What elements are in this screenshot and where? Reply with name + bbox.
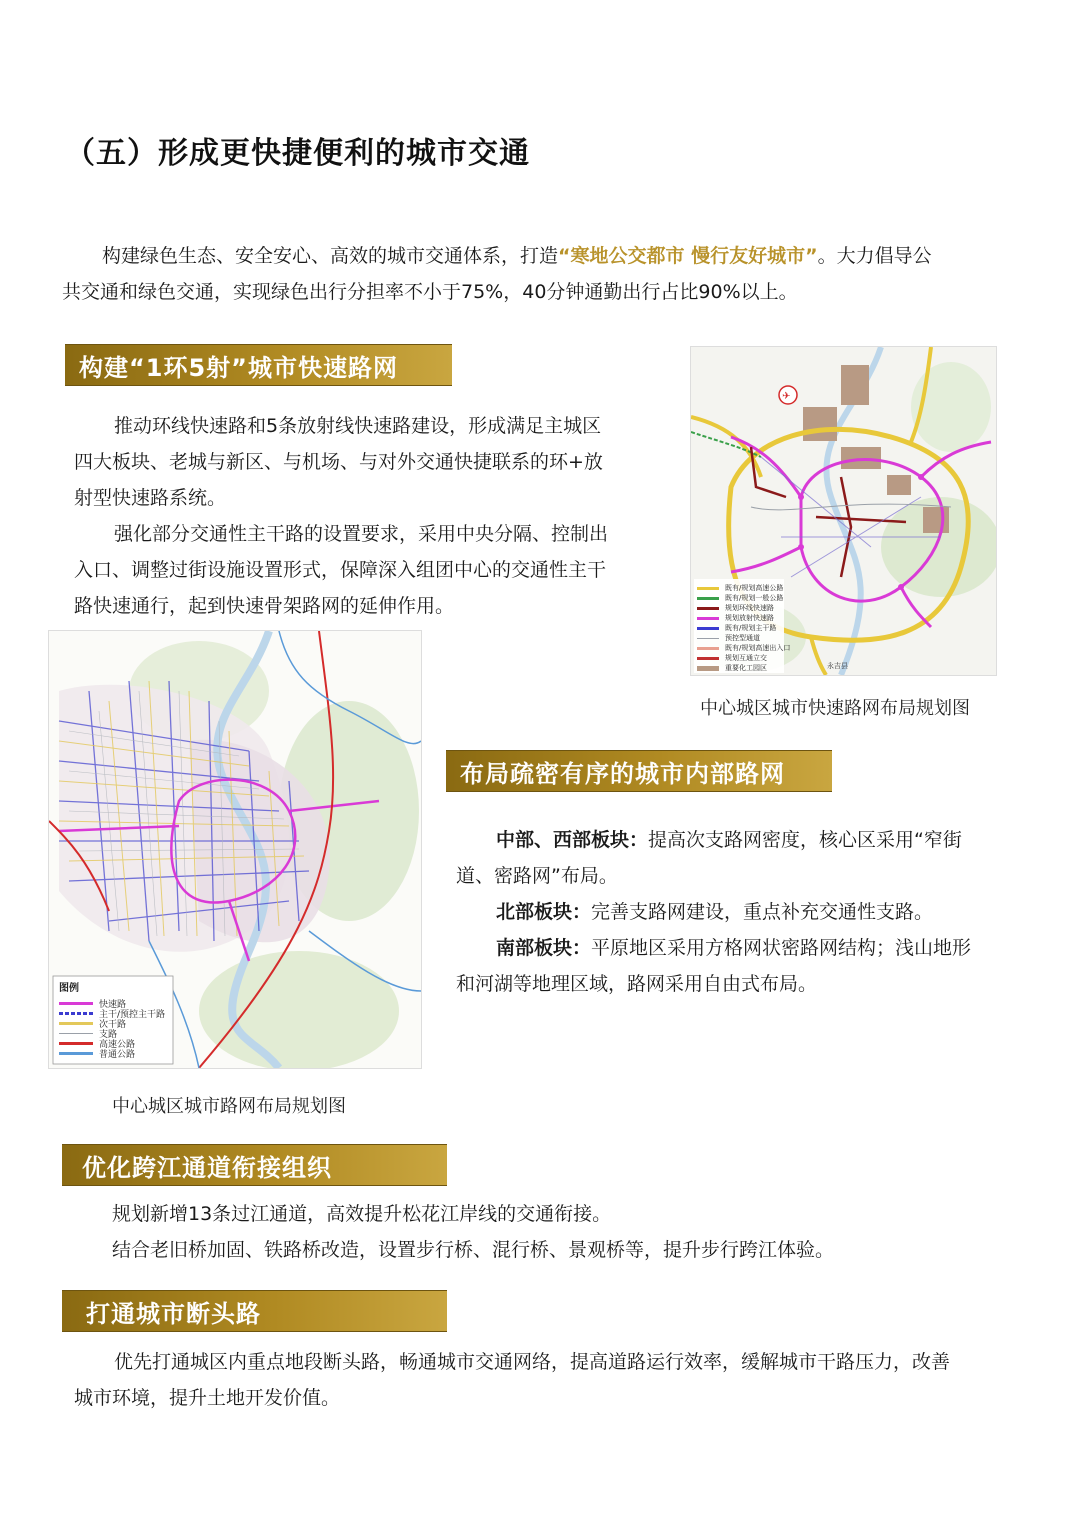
intro-text-pre: 构建绿色生态、安全安心、高效的城市交通体系，打造 bbox=[102, 245, 559, 267]
section-4-banner bbox=[62, 1290, 447, 1332]
section-4-line-1: 优先打通城区内重点地段断头路，畅通城市交通网络，提高道路运行效率，缓解城市干路压力，改善 bbox=[114, 1351, 951, 1373]
legend-item: 次干路 bbox=[59, 1018, 165, 1028]
section-2-text bbox=[456, 822, 1026, 1002]
section-1-heading: 构建“1环5射”城市快速路网 bbox=[79, 353, 398, 382]
central-west-text: 提高次支路网密度，核心区采用“窄街 bbox=[648, 829, 962, 851]
legend-item: 既有/规划高速出入口 bbox=[697, 643, 790, 653]
north-text: 完善支路网建设，重点补充交通性支路。 bbox=[591, 901, 934, 923]
section-1-p2-line-3: 路快速通行，起到快速骨架路网的延伸作用。 bbox=[74, 595, 455, 617]
intro-highlight: “寒地公交都市 慢行友好城市” bbox=[558, 245, 818, 267]
road-network-map-caption: 中心城区城市路网布局规划图 bbox=[112, 1096, 346, 1117]
legend-title: 图例 bbox=[59, 983, 79, 994]
svg-text:✈: ✈ bbox=[782, 391, 791, 402]
section-1-p2-line-2: 入口、调整过街设施设置形式，保障深入组团中心的交通性主干 bbox=[74, 559, 607, 581]
legend-item: 快速路 bbox=[59, 998, 165, 1008]
north-label: 北部板块： bbox=[496, 901, 592, 923]
section-1-p1-line-1: 推动环线快速路和5条放射线快速路建设，形成满足主城区 bbox=[114, 415, 602, 437]
expressway-map-caption: 中心城区城市快速路网布局规划图 bbox=[700, 698, 970, 719]
expressway-map-legend bbox=[697, 583, 790, 673]
section-1-p2-line-1: 强化部分交通性主干路的设置要求，采用中央分隔、控制出 bbox=[114, 523, 609, 545]
legend-item: 预控型通道 bbox=[697, 633, 790, 643]
section-3-heading: 优化跨江通道衔接组织 bbox=[82, 1153, 332, 1182]
intro-paragraph bbox=[62, 238, 1022, 310]
section-4-text bbox=[74, 1344, 1034, 1416]
intro-text-post: 。大力倡导公 bbox=[817, 245, 932, 267]
south-text: 平原地区采用方格网状密路网结构；浅山地形 bbox=[591, 937, 972, 959]
legend-item: 既有/规划一般公路 bbox=[697, 593, 790, 603]
legend-item: 重要化工园区 bbox=[697, 663, 790, 673]
section-4-heading: 打通城市断头路 bbox=[86, 1299, 261, 1328]
expressway-map bbox=[690, 346, 997, 676]
section-3-text bbox=[112, 1196, 1012, 1268]
central-west-line-2: 道、密路网”布局。 bbox=[456, 865, 618, 887]
section-1-p1-line-2: 四大板块、老城与新区、与机场、与对外交通快捷联系的环+放 bbox=[74, 451, 603, 473]
south-line-2: 和河湖等地理区域，路网采用自由式布局。 bbox=[456, 973, 818, 995]
legend-item: 既有/规划主干路 bbox=[697, 623, 790, 633]
section-2-banner bbox=[446, 750, 832, 792]
central-west-label: 中部、西部板块： bbox=[496, 829, 649, 851]
section-3-banner bbox=[62, 1144, 447, 1186]
section-1-text bbox=[74, 408, 654, 624]
section-4-line-2: 城市环境，提升土地开发价值。 bbox=[74, 1387, 341, 1409]
page-title: （五）形成更快捷便利的城市交通 bbox=[65, 136, 530, 171]
intro-line-2: 共交通和绿色交通，实现绿色出行分担率不小于75%，40分钟通勤出行占比90%以上。 bbox=[62, 281, 798, 303]
road-network-legend bbox=[59, 979, 165, 1058]
south-label: 南部板块： bbox=[496, 937, 592, 959]
legend-item: 主干/预控主干路 bbox=[59, 1008, 165, 1018]
legend-item: 既有/规划高速公路 bbox=[697, 583, 790, 593]
section-3-line-1: 规划新增13条过江通道，高效提升松花江岸线的交通衔接。 bbox=[112, 1203, 612, 1225]
road-network-map bbox=[48, 630, 422, 1069]
legend-item: 支路 bbox=[59, 1028, 165, 1038]
legend-item: 普通公路 bbox=[59, 1048, 165, 1058]
section-2-heading: 布局疏密有序的城市内部路网 bbox=[460, 759, 785, 788]
section-1-banner bbox=[65, 344, 452, 386]
section-1-p1-line-3: 射型快速路系统。 bbox=[74, 487, 227, 509]
legend-item: 规划放射快速路 bbox=[697, 613, 790, 623]
legend-item: 规划环线快速路 bbox=[697, 603, 790, 613]
legend-item: 规划互通立交 bbox=[697, 653, 790, 663]
section-3-line-2: 结合老旧桥加固、铁路桥改造，设置步行桥、混行桥、景观桥等，提升步行跨江体验。 bbox=[112, 1239, 835, 1261]
map-label-south: 永吉县 bbox=[827, 662, 848, 670]
legend-item: 高速公路 bbox=[59, 1038, 165, 1048]
